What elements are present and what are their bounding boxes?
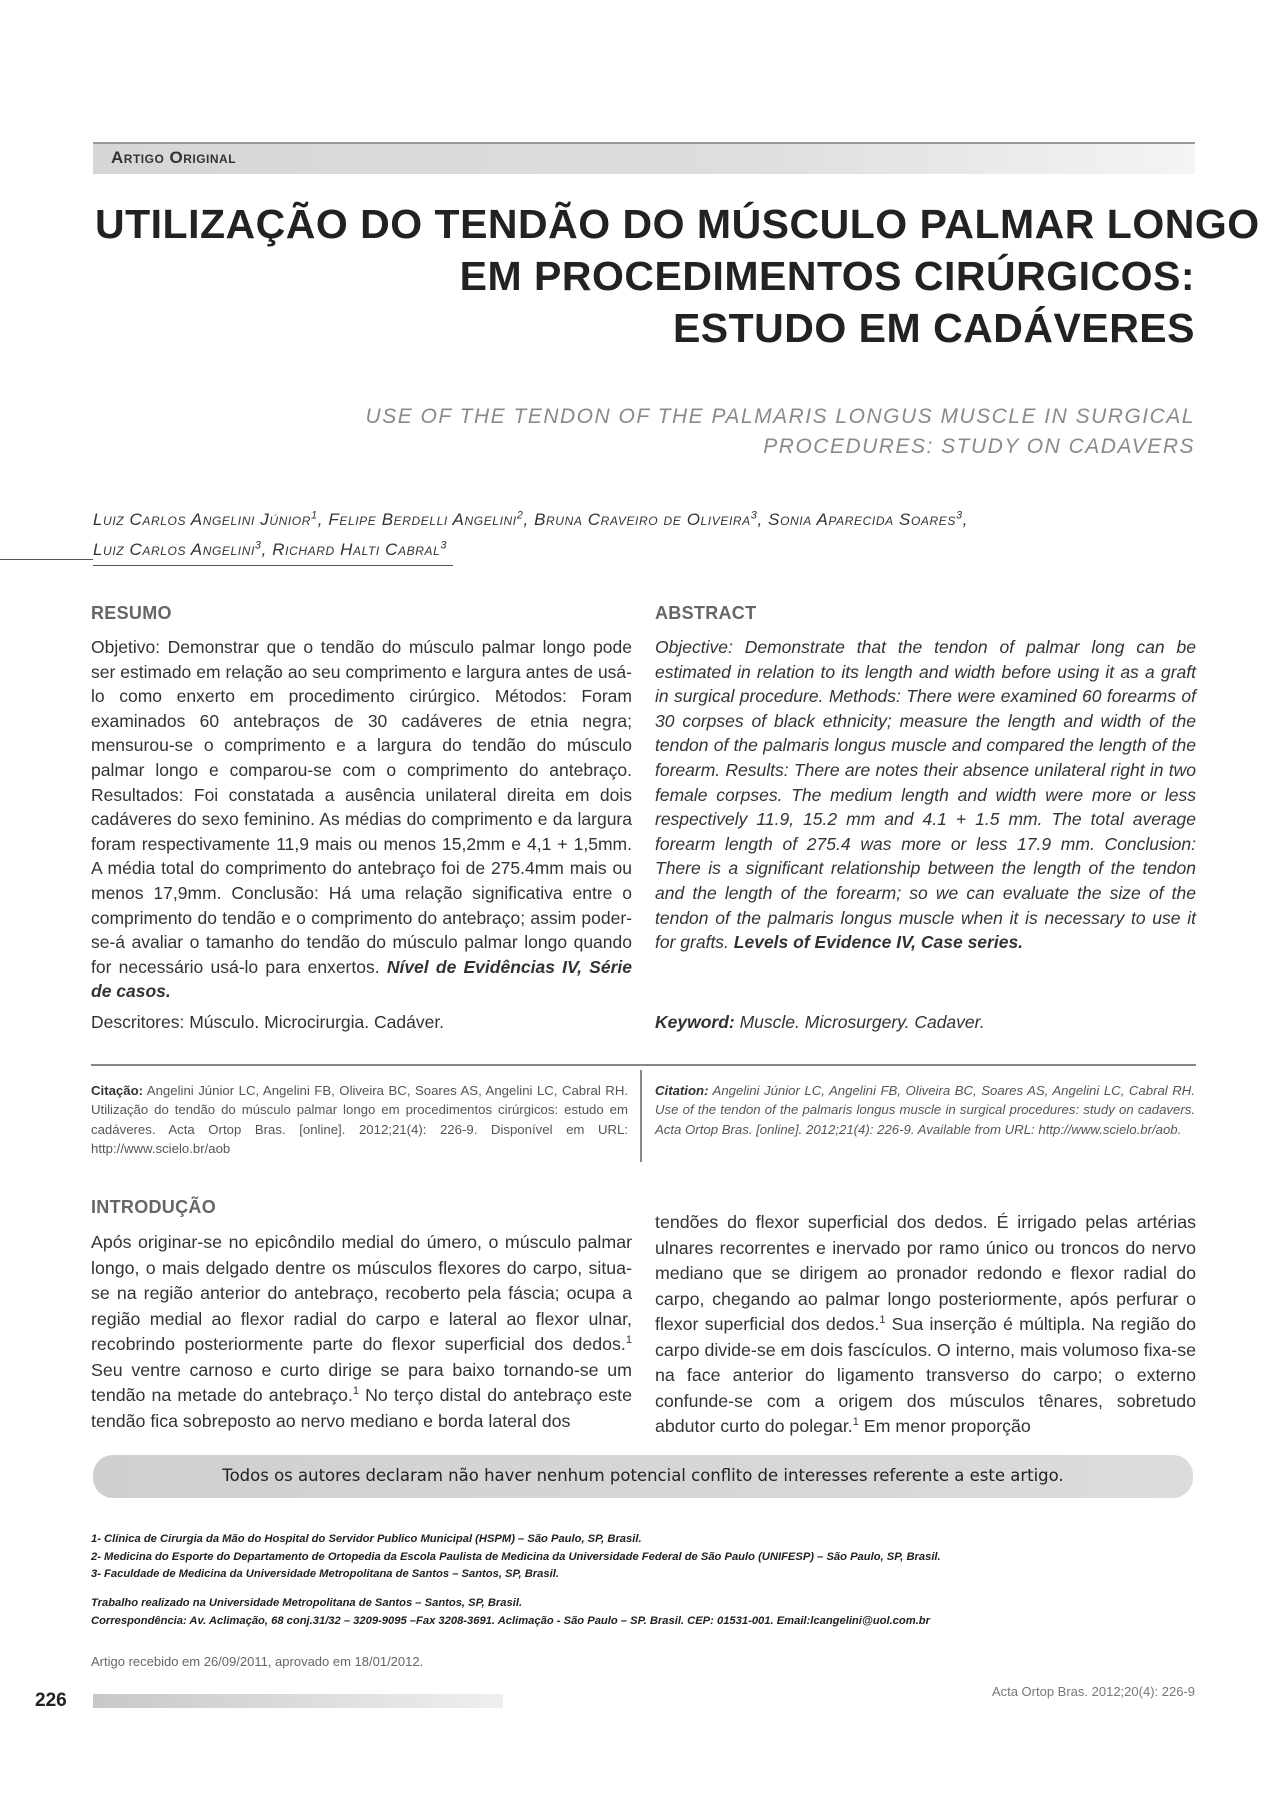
author-name: Sonia Aparecida Soares	[768, 510, 956, 529]
introduction-right-column	[655, 1210, 1196, 1440]
english-title	[295, 402, 1195, 462]
title-line: EM PROCEDIMENTOS CIRÚRGICOS:	[459, 253, 1195, 299]
author-line-1	[93, 505, 1203, 535]
citation-rule	[91, 1064, 1196, 1066]
author-separator: ,	[757, 510, 769, 529]
introduction-left-column	[91, 1230, 632, 1434]
correspondence-block	[91, 1595, 1201, 1630]
author-name: Felipe Berdelli Angelini	[328, 510, 517, 529]
author-separator: ,	[523, 510, 535, 529]
resumo-evidence: Nível de Evidências IV, Série de casos.	[91, 956, 632, 1002]
abstract-keywords	[655, 1012, 1196, 1033]
page-number: 226	[35, 1690, 67, 1711]
author-name: Richard Halti Cabral	[272, 540, 441, 559]
citation-pt	[91, 1081, 628, 1159]
author-affiliation: 3	[254, 539, 262, 552]
affiliation-item: 2- Medicina do Esporte do Departamento de Ortopedia da Escola Paulista de Medicina da Universidade Federal de São Paulo (UNIFESP) – São Paulo, SP, Brasil.	[91, 1550, 941, 1563]
abstract-body: Objective: Demonstrate that the tendon of palmar long can be estimated in relation to its length and width before using it as a graft in surgical procedure. Methods: There were examined 60 forearms of 30 corpses of black ethnicity; measure the length and width of the tendon of the palmaris longus muscle and compared the length of the forearm. Results: There are notes their absence unilateral right in two female corpses. The medium length and width were more or less respectively 11.9, 15.2 mm and 4.1 + 1.5 mm. The total average forearm length of 275.4 was more or less 17.9 mm. Conclusion: There is a significant relationship between the length of the tendon and the length of the forearm; so we can evaluate the size of the tendon of the palmaris longus muscle when it is necessary to use it for grafts.	[655, 637, 1196, 953]
intro-text: Sua inserção é múltipla. Na região do carpo divide-se em dois fascículos. O interno, mais volumoso fixa-se na face anterior do ligamento transverso do carpo; o externo confunde-se com a origem dos músculos tênares, sobretudo abdutor curto do polegar.	[655, 1314, 1196, 1436]
abstract-evidence: Levels of Evidence IV, Case series.	[733, 932, 1024, 953]
author-separator: ,	[261, 540, 273, 559]
citation-en-text: Angelini Júnior LC, Angelini FB, Oliveira BC, Soares AS, Angelini LC, Cabral RH. Use of the tendon of the palmaris longus muscle in surgical procedures: study on cadavers. Acta Ortop Bras. [online]. 2012;21(4): 226-9. Available from URL: http://www.scielo.br/aob.	[655, 1083, 1195, 1137]
title-line: UTILIZAÇÃO DO TENDÃO DO MÚSCULO PALMAR LONGO	[95, 201, 1260, 247]
resumo-heading: RESUMO	[91, 603, 172, 623]
author-name: Luiz Carlos Angelini Júnior	[93, 510, 311, 529]
author-separator: ,	[317, 510, 329, 529]
intro-text: Seu ventre carnoso e curto dirige se para baixo tornando-se um tendão na metade do antebraço.	[91, 1359, 632, 1405]
affiliation-item: 1- Clínica de Cirurgia da Mão do Hospital do Servidor Publico Municipal (HSPM) – São Paulo, SP, Brasil.	[91, 1533, 642, 1545]
citation-pt-text: Angelini Júnior LC, Angelini FB, Oliveira BC, Soares AS, Angelini LC, Cabral RH. Utilização do tendão do músculo palmar longo em procedimentos cirúrgicos: estudo em cadáveres. Acta Ortop Bras. [online]. 2012;21(4): 226-9. Disponível em URL: http://www.scielo.br/aob	[91, 1083, 629, 1157]
author-affiliation: 1	[311, 509, 318, 522]
title-line: ESTUDO EM CADÁVERES	[672, 305, 1195, 351]
subtitle-line: PROCEDURES: STUDY ON CADAVERS	[763, 435, 1195, 458]
received-date: Artigo recebido em 26/09/2011, aprovado em 18/01/2012.	[91, 1654, 424, 1669]
abstract-heading: ABSTRACT	[655, 603, 757, 623]
resumo-body: Objetivo: Demonstrar que o tendão do músculo palmar longo pode ser estimado em relação ao seu comprimento e largura antes de usá-lo como enxerto em procedimento cirúrgico. Métodos: Foram examinados 60 antebraços de 30 cadáveres de etnia negra; mensurou-se o comprimento e a largura do tendão do músculo palmar longo e comparou-se com o comprimento do antebraço. Resultados: Foi constatada a ausência unilateral direita em dois cadáveres do sexo feminino. As médias do comprimento e da largura foram respectivamente 11,9 mais ou menos 15,2mm e 4,1 + 1,5mm. A média total do comprimento do antebraço foi de 275.4mm mais ou menos 17,9mm. Conclusão: Há uma relação significativa entre o comprimento do tendão e o comprimento do antebraço; assim poder-se-á avaliar o tamanho do tendão do músculo palmar longo quando for necessário usá-lo para enxertos.	[91, 637, 632, 977]
intro-text: No terço distal do antebraço este tendão fica sobreposto ao nervo mediano e borda lateral dos	[91, 1385, 633, 1431]
footer-bar	[93, 1694, 503, 1708]
resumo-text	[91, 635, 632, 1004]
keywords-value: Músculo. Microcirurgia. Cadáver.	[189, 1012, 445, 1032]
intro-text: Em menor proporção	[858, 1416, 1031, 1436]
author-name: Bruna Craveiro de Oliveira	[534, 510, 751, 529]
affiliations	[91, 1531, 1201, 1584]
article-title	[95, 198, 1260, 354]
reference-marker: 1	[852, 1416, 859, 1429]
author-underline	[0, 559, 93, 560]
introduction-heading: INTRODUÇÃO	[91, 1197, 216, 1217]
section-band	[93, 142, 1195, 174]
resumo-keywords	[91, 1012, 632, 1033]
citation-en	[655, 1081, 1195, 1139]
intro-text: Após originar-se no epicôndilo medial do úmero, o músculo palmar longo, o mais delgado dentre os músculos flexores do carpo, situa-se na região anterior do antebraço, recoberto pela fáscia; ocupa a região medial ao flexor radial do carpo e lateral ao flexor ulnar, recobrindo posteriormente parte do flexor superficial dos dedos.	[91, 1232, 632, 1354]
reference-marker: 1	[352, 1385, 359, 1398]
section-label: Artigo Original	[111, 148, 237, 167]
author-affiliation: 2	[516, 509, 524, 522]
reference-marker: 1	[879, 1314, 886, 1327]
correspondence: Correspondência: Av. Aclimação, 68 conj.31/32 – 3209-9095 –Fax 3208-3691. Aclimação - São Paulo – SP. Brasil. CEP: 01531-001. Email:lcangelini@uol.com.br	[91, 1614, 930, 1627]
work-location: Trabalho realizado na Universidade Metropolitana de Santos – Santos, SP, Brasil.	[91, 1597, 523, 1609]
affiliation-item: 3- Faculdade de Medicina da Universidade Metropolitana de Santos – Santos, SP, Brasil.	[91, 1568, 559, 1580]
keywords-value: Muscle. Microsurgery. Cadaver.	[739, 1012, 985, 1032]
author-list	[93, 505, 1203, 566]
author-separator: ,	[962, 510, 969, 529]
citation-pt-label: Citação:	[91, 1083, 144, 1098]
intro-text: tendões do flexor superficial dos dedos. É irrigado pelas artérias ulnares recorrentes e inervado por ramo único ou troncos do nervo mediano que se dirigem ao pronador redondo e flexor radial do carpo, chegando ao palmar longo posteriormente, após perfurar o flexor superficial dos dedos.	[655, 1212, 1196, 1334]
author-affiliation: 3	[955, 509, 963, 522]
author-affiliation: 3	[440, 539, 448, 552]
author-line-2	[93, 535, 453, 566]
subtitle-line: USE OF THE TENDON OF THE PALMARIS LONGUS MUSCLE IN SURGICAL	[365, 405, 1195, 428]
citation-en-label: Citation:	[655, 1083, 709, 1098]
author-name: Luiz Carlos Angelini	[93, 540, 255, 559]
conflict-statement: Todos os autores declaram não haver nenhum potencial conflito de interesses referente a este artigo.	[222, 1466, 1064, 1485]
reference-marker: 1	[625, 1334, 632, 1347]
citation-divider	[640, 1070, 642, 1162]
abstract-text	[655, 635, 1196, 955]
author-affiliation: 3	[750, 509, 758, 522]
keywords-label: Keyword:	[655, 1012, 735, 1032]
journal-reference: Acta Ortop Bras. 2012;20(4): 226-9	[991, 1684, 1195, 1699]
keywords-label: Descritores:	[91, 1012, 185, 1032]
